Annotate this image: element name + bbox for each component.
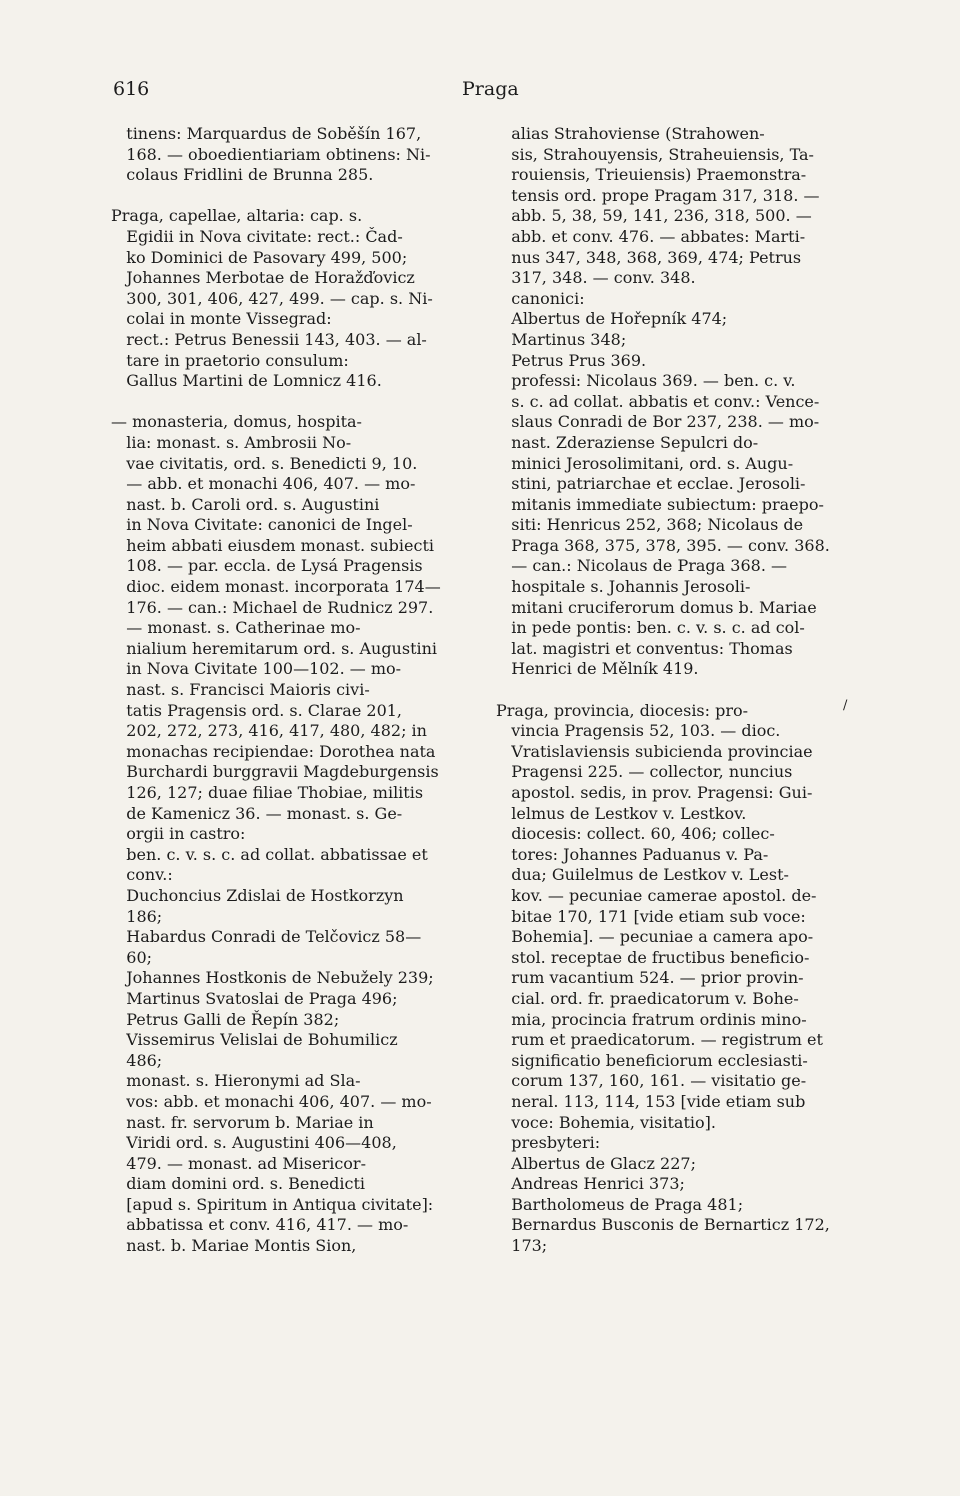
text-line: ben. c. v. s. c. ad collat. abbatissae et	[111, 844, 428, 864]
text-line: 108. — par. eccla. de Lysá Pragensis	[111, 556, 423, 576]
text-line: dua; Guilelmus de Lestkov v. Lest-	[496, 865, 789, 885]
text-line: Petrus Galli de Řepín 382;	[111, 1009, 340, 1029]
text-line: Praga, provincia, diocesis: pro-	[496, 700, 749, 720]
text-line: Bernardus Busconis de Bernarticz 172,	[496, 1215, 830, 1235]
text-line: 186;	[111, 906, 163, 926]
text-line: abb. 5, 38, 59, 141, 236, 318, 500. —	[496, 206, 812, 226]
text-line: colaus Fridlini de Brunna 285.	[111, 165, 374, 185]
text-line: Petrus Prus 369.	[496, 350, 647, 370]
text-line: Habardus Conradi de Telčovicz 58—	[111, 927, 422, 947]
text-line: Praga 368, 375, 378, 395. — conv. 368.	[496, 535, 830, 555]
text-line: rouiensis, Trieuiensis) Praemonstra-	[496, 165, 807, 185]
text-line: 168. — oboedientiariam obtinens: Ni-	[111, 144, 431, 164]
text-line: Bohemia]. — pecuniae a camera apo-	[496, 927, 814, 947]
text-line: 60;	[111, 947, 153, 967]
text-line: 176. — can.: Michael de Rudnicz 297.	[111, 597, 434, 617]
text-line: sis, Strahouyensis, Straheuiensis, Ta-	[496, 144, 814, 164]
text-line: corum 137, 160, 161. — visitatio ge-	[496, 1071, 807, 1091]
text-line: tores: Johannes Paduanus v. Pa-	[496, 844, 769, 864]
text-line: abb. et conv. 476. — abbates: Marti-	[496, 226, 806, 246]
text-line: professi: Nicolaus 369. — ben. c. v.	[496, 371, 796, 391]
running-title: Praga	[462, 78, 519, 100]
text-line: alias Strahoviense (Strahowen-	[496, 124, 765, 143]
text-line: lia: monast. s. Ambrosii No-	[111, 432, 352, 452]
text-line: colai in monte Vissegrad:	[111, 309, 332, 329]
text-line: Vratislaviensis subicienda provinciae	[496, 741, 813, 761]
text-line: — monast. s. Catherinae mo-	[111, 618, 361, 638]
text-line: Pragensi 225. — collector, nuncius	[496, 762, 793, 782]
text-line: kov. — pecuniae camerae apostol. de-	[496, 885, 817, 905]
right-column	[496, 124, 852, 1257]
text-line: nast. s. Francisci Maioris civi-	[111, 680, 370, 700]
text-line: nus 347, 348, 368, 369, 474; Petrus	[496, 247, 802, 267]
page-number: 616	[113, 78, 150, 100]
text-line: rum vacantium 524. — prior provin-	[496, 968, 804, 988]
text-line: orgii in castro:	[111, 824, 246, 844]
text-line: in pede pontis: ben. c. v. s. c. ad col-	[496, 618, 805, 638]
text-line: Johannes Merbotae de Horažďovicz	[111, 268, 415, 288]
text-line	[496, 680, 852, 701]
text-line	[111, 186, 473, 207]
text-line: canonici:	[496, 288, 585, 308]
text-line: 300, 301, 406, 427, 499. — cap. s. Ni-	[111, 288, 433, 308]
text-line: Martinus Svatoslai de Praga 496;	[111, 988, 398, 1008]
text-line: Vissemirus Velislai de Bohumilicz	[111, 1030, 398, 1050]
text-line: Praga, capellae, altaria: cap. s.	[111, 206, 363, 226]
text-line: stol. receptae de fructibus beneficio-	[496, 947, 810, 967]
text-line: Andreas Henrici 373;	[496, 1174, 685, 1194]
text-line: rum et praedicatorum. — registrum et	[496, 1030, 823, 1050]
text-line: 202, 272, 273, 416, 417, 480, 482; in	[111, 721, 427, 741]
text-line: Gallus Martini de Lomnicz 416.	[111, 371, 382, 391]
text-line: Martinus 348;	[496, 329, 627, 349]
text-line: diam domini ord. s. Benedicti	[111, 1174, 366, 1194]
text-line: abbatissa et conv. 416, 417. — mo-	[111, 1215, 409, 1235]
text-line: tensis ord. prope Pragam 317, 318. —	[496, 185, 820, 205]
text-line: ko Dominici de Pasovary 499, 500;	[111, 247, 408, 267]
text-line: Egidii in Nova civitate: rect.: Čad-	[111, 226, 403, 246]
text-line: 317, 348. — conv. 348.	[496, 268, 696, 288]
text-line: nast. b. Caroli ord. s. Augustini	[111, 494, 380, 514]
text-line: — monasteria, domus, hospita-	[111, 412, 362, 432]
text-line: significatio beneficiorum ecclesiasti-	[496, 1050, 808, 1070]
stray-mark: /	[843, 698, 848, 713]
text-line: apostol. sedis, in prov. Pragensi: Gui-	[496, 783, 813, 802]
text-line: tinens: Marquardus de Soběšín 167,	[111, 124, 422, 143]
text-line: dioc. eidem monast. incorporata 174—	[111, 577, 441, 597]
text-line: Bartholomeus de Praga 481;	[496, 1194, 744, 1214]
text-line: neral. 113, 114, 153 [vide etiam sub	[496, 1091, 806, 1111]
text-line	[111, 392, 473, 413]
text-line: rect.: Petrus Benessii 143, 403. — al-	[111, 329, 427, 349]
text-line: stini, patriarchae et ecclae. Jerosoli-	[496, 474, 806, 494]
text-line: lat. magistri et conventus: Thomas	[496, 638, 793, 658]
text-line: slaus Conradi de Bor 237, 238. — mo-	[496, 412, 820, 432]
text-line: nast. Zderaziense Sepulcri do-	[496, 432, 759, 452]
text-line: hospitale s. Johannis Jerosoli-	[496, 577, 751, 597]
text-line: nast. fr. servorum b. Mariae in	[111, 1112, 374, 1132]
text-line: vae civitatis, ord. s. Benedicti 9, 10.	[111, 453, 418, 473]
text-line: Albertus de Glacz 227;	[496, 1153, 696, 1173]
text-line: tatis Pragensis ord. s. Clarae 201,	[111, 700, 403, 720]
text-line: 173;	[496, 1236, 548, 1256]
text-line: cial. ord. fr. praedicatorum v. Bohe-	[496, 988, 799, 1008]
text-line: vos: abb. et monachi 406, 407. — mo-	[111, 1091, 432, 1111]
text-line: 126, 127; duae filiae Thobiae, militis	[111, 783, 424, 802]
text-line: mitani cruciferorum domus b. Mariae	[496, 597, 817, 617]
text-line: Albertus de Hořepník 474;	[496, 309, 728, 329]
text-line: heim abbati eiusdem monast. subiecti	[111, 535, 434, 555]
text-line: nialium heremitarum ord. s. Augustini	[111, 638, 438, 658]
text-line: tare in praetorio consulum:	[111, 350, 349, 370]
text-line: 479. — monast. ad Misericor-	[111, 1153, 366, 1173]
text-line: Burchardi burggravii Magdeburgensis	[111, 762, 439, 782]
text-line: monast. s. Hieronymi ad Sla-	[111, 1071, 361, 1091]
text-line: diocesis: collect. 60, 406; collec-	[496, 824, 775, 844]
text-line: presbyteri:	[496, 1133, 601, 1153]
text-line: conv.:	[111, 865, 173, 885]
text-line: siti: Henricus 252, 368; Nicolaus de	[496, 515, 804, 535]
text-line: mitanis immediate subiectum: praepo-	[496, 494, 824, 514]
text-line: Viridi ord. s. Augustini 406—408,	[111, 1133, 397, 1153]
text-line: — can.: Nicolaus de Praga 368. —	[496, 556, 788, 576]
text-line: [apud s. Spiritum in Antiqua civitate]:	[111, 1194, 434, 1214]
text-line: voce: Bohemia, visitatio].	[496, 1112, 716, 1132]
text-line: monachas recipiendae: Dorothea nata	[111, 741, 436, 761]
text-line: 486;	[111, 1050, 163, 1070]
text-line: nast. b. Mariae Montis Sion,	[111, 1236, 357, 1256]
text-line: vincia Pragensis 52, 103. — dioc.	[496, 721, 781, 741]
text-line: — abb. et monachi 406, 407. — mo-	[111, 474, 416, 494]
text-line: Henrici de Mělník 419.	[496, 659, 699, 679]
text-line: Johannes Hostkonis de Nebužely 239;	[111, 968, 434, 988]
text-line: lelmus de Lestkov v. Lestkov.	[496, 803, 747, 823]
text-line: de Kamenicz 36. — monast. s. Ge-	[111, 803, 403, 823]
text-line: in Nova Civitate 100—102. — mo-	[111, 659, 402, 679]
text-line: minici Jerosolimitani, ord. s. Augu-	[496, 453, 794, 473]
text-line: s. c. ad collat. abbatis et conv.: Vence-	[496, 391, 820, 411]
text-line: in Nova Civitate: canonici de Ingel-	[111, 515, 413, 535]
left-column	[111, 124, 473, 1257]
text-line: Duchoncius Zdislai de Hostkorzyn	[111, 885, 404, 905]
text-line: bitae 170, 171 [vide etiam sub voce:	[496, 906, 806, 926]
text-line: mia, procincia fratrum ordinis mino-	[496, 1009, 807, 1029]
